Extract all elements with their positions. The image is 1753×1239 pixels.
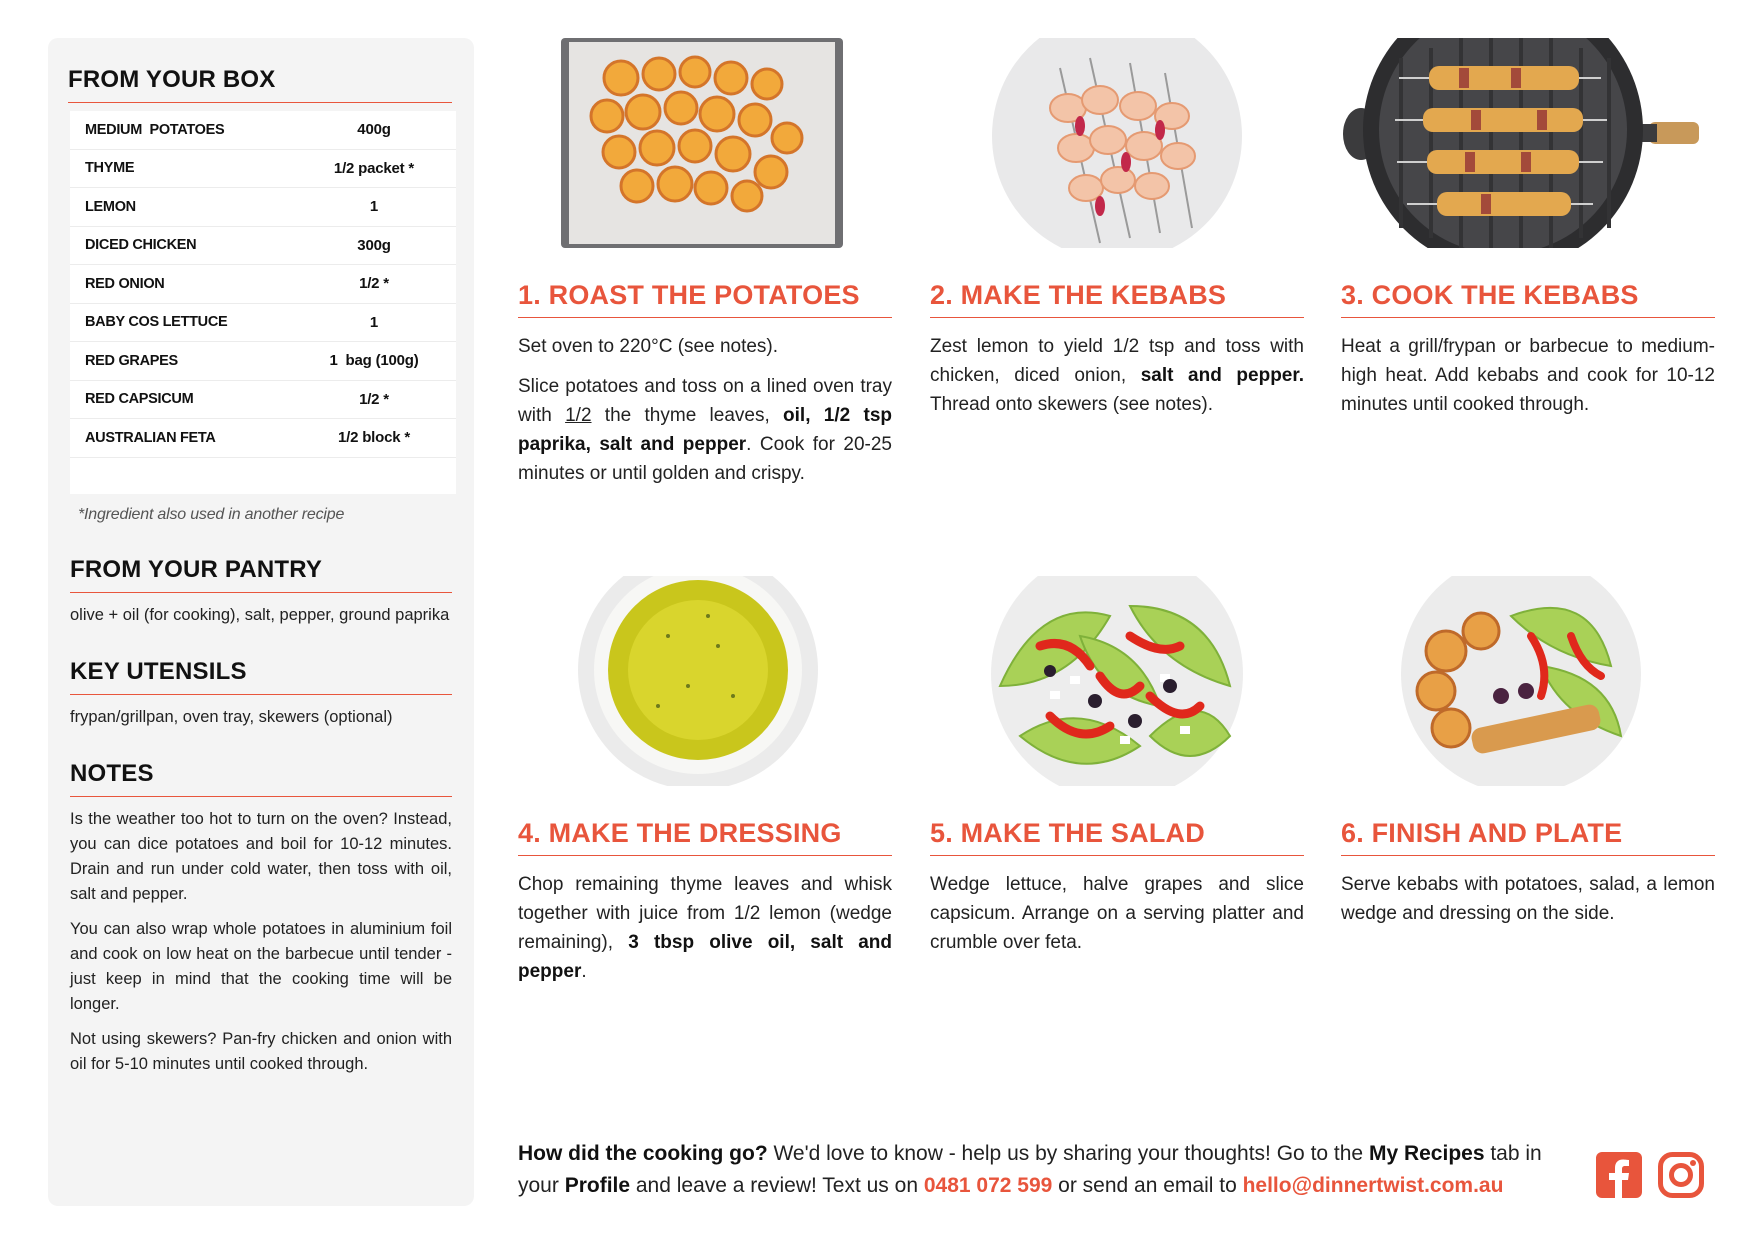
ingredient-qty: 1 bag (100g) — [329, 352, 419, 370]
ingredients-table — [70, 111, 456, 494]
my-recipes-link[interactable]: My Recipes — [1368, 1142, 1485, 1165]
ingredient-name: AUSTRALIAN FETA — [85, 429, 216, 446]
text-span: Thread onto skewers (see notes). — [930, 394, 1214, 415]
step-2 — [930, 38, 1304, 419]
facebook-icon[interactable] — [1596, 1152, 1642, 1198]
ingredient-row — [70, 304, 456, 343]
ingredient-row — [70, 265, 456, 304]
ingredient-row — [70, 150, 456, 189]
step-5-photo — [930, 576, 1304, 786]
ingredient-qty: 1/2 * — [359, 390, 389, 408]
step-5 — [930, 576, 1304, 957]
ingredient-row — [70, 381, 456, 420]
step-4-text — [518, 870, 892, 986]
dressing-bowl-image — [518, 576, 892, 786]
phone-number-link[interactable]: 0481 072 599 — [923, 1174, 1053, 1197]
ingredient-name: THYME — [85, 160, 135, 177]
ingredient-row — [70, 111, 456, 150]
ingredient-name: RED CAPSICUM — [85, 391, 194, 408]
ingredient-name: RED GRAPES — [85, 352, 178, 369]
salad-plate-image — [930, 576, 1304, 786]
ingredient-qty: 1 — [369, 198, 379, 216]
step-6-photo — [1341, 576, 1715, 786]
ingredient-name: BABY COS LETTUCE — [85, 314, 228, 331]
text-span: . Cook for 20-25 minutes or until golden and crispy. — [518, 434, 892, 484]
pantry-text: olive + oil (for cooking), salt, pepper, ground paprika — [70, 605, 450, 624]
step-5-title: 5. MAKE THE SALAD — [930, 818, 1304, 856]
feedback-footer — [518, 1138, 1578, 1202]
footer-text: and leave a review! Text us on — [630, 1174, 924, 1197]
kebabs-plate-image — [930, 38, 1304, 248]
step-1 — [518, 38, 892, 488]
ingredient-qty: 1 — [369, 313, 379, 331]
ingredient-row — [70, 227, 456, 266]
underlined-fraction: 1/2 — [565, 405, 592, 426]
ingredient-qty: 1/2 packet * — [333, 159, 415, 177]
grill-pan-image — [1341, 38, 1715, 248]
bold-ingredients: salt and pepper. — [1140, 365, 1304, 386]
ingredient-row — [70, 342, 456, 381]
bold-ingredients: 3 tbsp olive oil, salt and pepper — [518, 932, 892, 982]
ingredient-qty: 400g — [357, 121, 391, 139]
ingredient-name: LEMON — [85, 198, 136, 215]
step-3-text — [1341, 332, 1715, 419]
step-6-title: 6. FINISH AND PLATE — [1341, 818, 1715, 856]
step-3-paragraph-1: Heat a grill/frypan or barbecue to medium-high heat. Add kebabs and cook for 10-12 minutes until cooked through. — [1341, 336, 1715, 415]
step-6-paragraph-1: Serve kebabs with potatoes, salad, a lemon wedge and dressing on the side. — [1341, 874, 1715, 924]
ingredient-row — [70, 419, 456, 458]
feedback-question: How did the cooking go? — [518, 1142, 768, 1165]
step-6-text — [1341, 870, 1715, 928]
text-span: the thyme leaves, — [591, 405, 784, 426]
footer-text: tab in your — [518, 1142, 1542, 1197]
note-paragraph: You can also wrap whole potatoes in aluminium foil and cook on low heat on the barbecue until tender - just keep in mind that the cooking time will be longer. — [70, 919, 452, 1013]
utensils-text: frypan/grillpan, oven tray, skewers (optional) — [70, 707, 393, 726]
ingredient-qty: 1/2 block * — [337, 429, 410, 447]
step-4 — [518, 576, 892, 986]
from-your-pantry-title: FROM YOUR PANTRY — [70, 556, 452, 593]
step-2-paragraph-1 — [930, 332, 1304, 419]
ingredient-name: DICED CHICKEN — [85, 237, 197, 254]
step-2-title: 2. MAKE THE KEBABS — [930, 280, 1304, 318]
ingredient-name: RED ONION — [85, 275, 165, 292]
step-3-title: 3. COOK THE KEBABS — [1341, 280, 1715, 318]
from-your-box-title: FROM YOUR BOX — [68, 66, 452, 103]
footer-text: We'd love to know - help us by sharing your thoughts! Go to the — [767, 1142, 1369, 1165]
step-1-text — [518, 332, 892, 488]
note-paragraph: Is the weather too hot to turn on the oven? Instead, you can dice potatoes and boil for 10-12 minutes. Drain and run under cold water, then toss with oil, salt and pepper. — [70, 809, 452, 903]
step-3 — [1341, 38, 1715, 419]
step-4-paragraph-1 — [518, 870, 892, 986]
step-5-text — [930, 870, 1304, 957]
step-1-photo — [518, 38, 892, 248]
step-1-title: 1. ROAST THE POTATOES — [518, 280, 892, 318]
profile-link[interactable]: Profile — [564, 1174, 631, 1197]
step-2-photo — [930, 38, 1304, 248]
key-utensils-title: KEY UTENSILS — [70, 658, 452, 695]
text-span: Slice potatoes and toss on a lined oven tray with — [518, 376, 892, 426]
step-1-paragraph-2 — [518, 372, 892, 488]
ingredient-row — [70, 188, 456, 227]
bold-ingredients: oil, 1/2 tsp paprika, salt and pepper — [518, 405, 892, 455]
potatoes-tray-image — [535, 38, 875, 248]
text-span: . — [581, 961, 587, 982]
step-5-paragraph-1: Wedge lettuce, halve grapes and slice capsicum. Arrange on a serving platter and crumble over feta. — [930, 874, 1304, 953]
step-6 — [1341, 576, 1715, 928]
notes-title: NOTES — [70, 760, 452, 797]
email-link[interactable]: hello@dinnertwist.com.au — [1242, 1174, 1504, 1197]
ingredient-qty: 300g — [357, 236, 391, 254]
note-paragraph: Not using skewers? Pan-fry chicken and onion with oil for 5-10 minutes until cooked through. — [70, 1029, 452, 1073]
text-span: Zest lemon to yield 1/2 tsp and toss with chicken, diced onion, — [930, 336, 1304, 386]
ingredient-footnote: *Ingredient also used in another recipe — [78, 505, 345, 523]
step-1-paragraph-1: Set oven to 220°C (see notes). — [518, 336, 779, 357]
instagram-icon[interactable] — [1658, 1152, 1704, 1198]
text-span: Chop remaining thyme leaves and whisk together with juice from 1/2 lemon (wedge remaining), — [518, 874, 892, 953]
step-3-photo — [1341, 38, 1715, 248]
step-4-photo — [518, 576, 892, 786]
ingredient-name: MEDIUM POTATOES — [85, 121, 225, 138]
step-4-title: 4. MAKE THE DRESSING — [518, 818, 892, 856]
step-2-text — [930, 332, 1304, 419]
footer-text: or send an email to — [1052, 1174, 1243, 1197]
ingredients-panel — [48, 38, 474, 1206]
ingredient-qty: 1/2 * — [359, 275, 389, 293]
finished-plate-image — [1341, 576, 1715, 786]
